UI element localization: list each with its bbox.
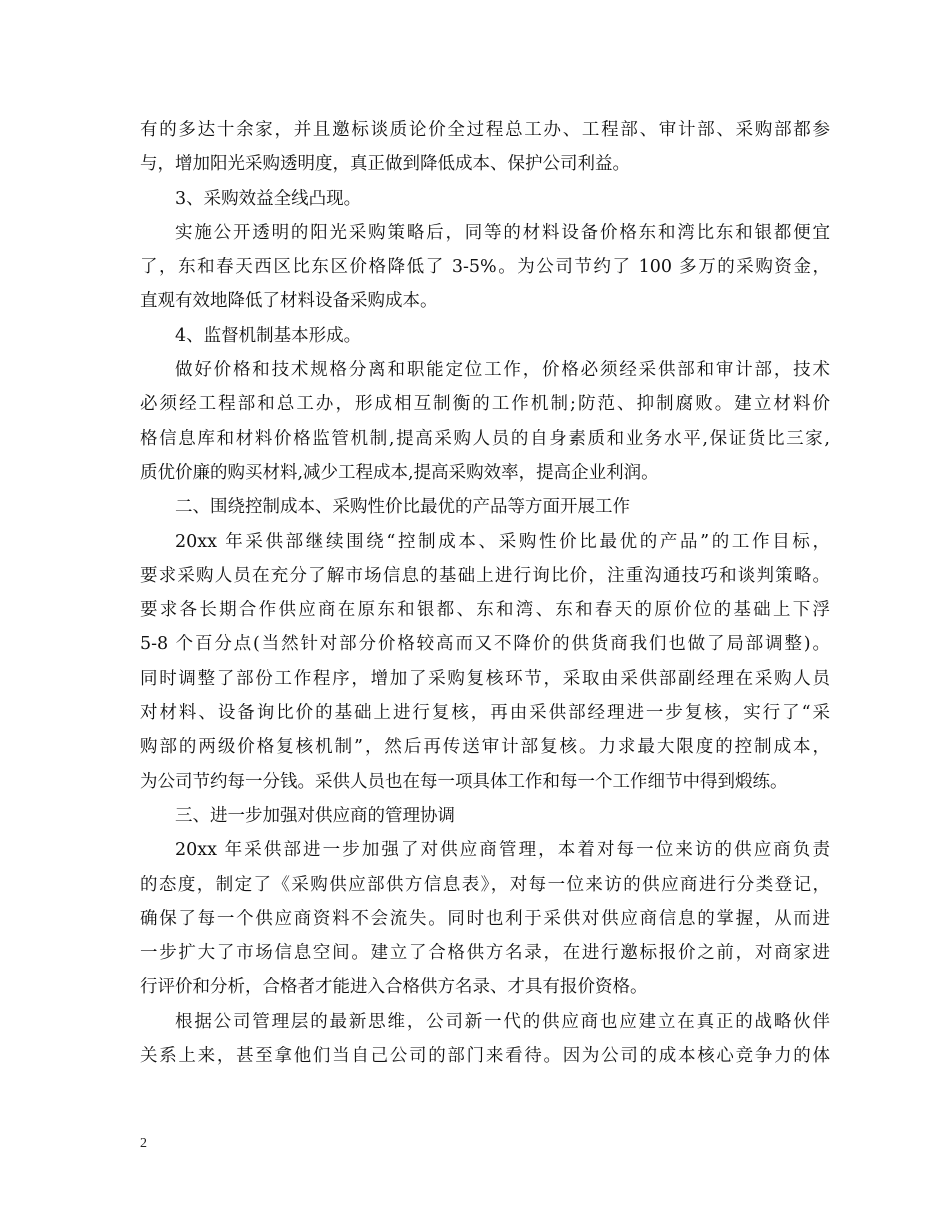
text-line: 5-8 个百分点(当然针对部分价格较高而又不降价的供货商我们也做了局部调整)。	[140, 634, 830, 655]
text-line: 购部的两级价格复核机制”，然后再传送审计部复核。力求最大限度的控制成本，	[140, 737, 830, 758]
text-line: 4、监督机制基本形成。	[175, 325, 362, 346]
text-line: 3、采购效益全线凸现。	[175, 188, 362, 209]
text-line: 格信息库和材料价格监管机制,提高采购人员的自身素质和业务水平,保证货比三家,	[140, 428, 830, 449]
text-line: 质优价廉的购买材料,减少工程成本,提高采购效率，提高企业利润。	[140, 462, 659, 483]
text-line: 直观有效地降低了材料设备采购成本。	[140, 291, 438, 312]
text-line: 与，增加阳光采购透明度，真正做到降低成本、保护公司利益。	[140, 154, 630, 175]
page-number: 2	[140, 1136, 147, 1151]
text-line: 一步扩大了市场信息空间。建立了合格供方名录，在进行邀标报价之前，对商家进	[140, 943, 830, 964]
text-line: 要求采购人员在充分了解市场信息的基础上进行询比价，注重沟通技巧和谈判策略。	[140, 565, 830, 586]
text-line: 做好价格和技术规格分离和职能定位工作，价格必须经采供部和审计部，技术	[175, 360, 830, 381]
text-line: 20xx 年采供部进一步加强了对供应商管理，本着对每一位来访的供应商负责	[175, 840, 830, 861]
text-line: 三、进一步加强对供应商的管理协调	[175, 805, 455, 826]
text-line: 必须经工程部和总工办，形成相互制衡的工作机制;防范、抑制腐败。建立材料价	[140, 394, 830, 415]
text-line: 了，东和春天西区比东区价格降低了 3-5%。为公司节约了 100 多万的采购资金，	[140, 257, 830, 278]
text-line: 对材料、设备询比价的基础上进行复核，再由采供部经理进一步复核，实行了“采	[140, 703, 830, 724]
text-line: 行评价和分析，合格者才能进入合格供方名录、才具有报价资格。	[140, 977, 648, 998]
text-line: 确保了每一个供应商资料不会流失。同时也利于采供对供应商信息的掌握，从而进	[140, 908, 830, 929]
text-line: 的态度，制定了《采购供应部供方信息表》，对每一位来访的供应商进行分类登记，	[140, 874, 830, 895]
text-line: 有的多达十余家，并且邀标谈质论价全过程总工办、工程部、审计部、采购部都参	[140, 120, 830, 140]
text-line: 二、围绕控制成本、采购性价比最优的产品等方面开展工作	[175, 497, 630, 518]
text-line: 同时调整了部份工作程序，增加了采购复核环节，采取由采供部副经理在采购人员	[140, 668, 830, 689]
text-line: 要求各长期合作供应商在原东和银都、东和湾、东和春天的原价位的基础上下浮	[140, 600, 830, 621]
document-body	[140, 113, 830, 1073]
text-line: 20xx 年采供部继续围绕“控制成本、采购性价比最优的产品”的工作目标，	[175, 531, 830, 552]
text-line: 为公司节约每一分钱。采供人员也在每一项具体工作和每一个工作细节中得到煅练。	[140, 771, 788, 792]
text-line: 根据公司管理层的最新思维，公司新一代的供应商也应建立在真正的战略伙伴	[175, 1011, 830, 1032]
text-line: 关系上来，甚至拿他们当自己公司的部门来看待。因为公司的成本核心竞争力的体	[140, 1046, 830, 1067]
text-line: 实施公开透明的阳光采购策略后，同等的材料设备价格东和湾比东和银都便宜	[175, 222, 830, 243]
